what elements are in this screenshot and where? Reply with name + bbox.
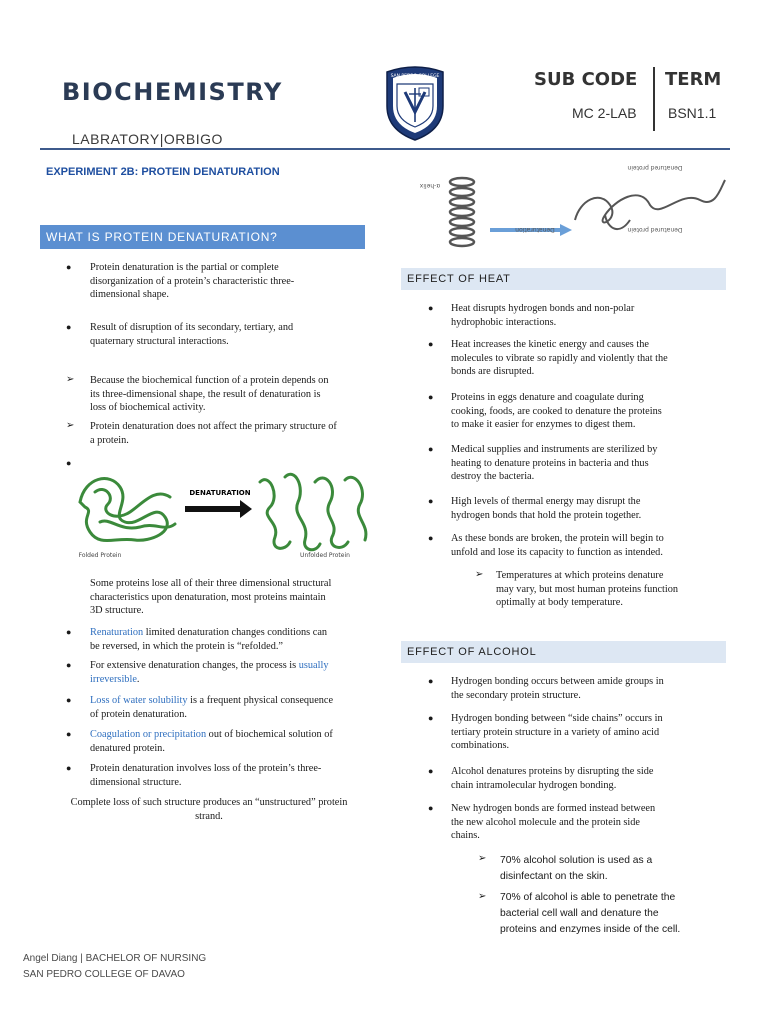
bullet-icon: ● xyxy=(428,713,434,723)
section-heading-heat: EFFECT OF HEAT xyxy=(401,268,726,290)
unfolded-protein-image xyxy=(260,474,366,549)
footer-school: SAN PEDRO COLLEGE OF DAVAO xyxy=(23,969,185,980)
bullet-icon: ● xyxy=(428,303,434,313)
list-item: High levels of thermal energy may disrupt the hydrogen bonds that hold the protein together. xyxy=(451,496,642,521)
bullet-icon: ● xyxy=(66,627,72,637)
bullet-icon: ● xyxy=(66,660,72,670)
svg-text:α-helix: α-helix xyxy=(419,182,441,189)
bullet-icon: ● xyxy=(66,695,72,705)
bullet-icon: ● xyxy=(428,803,434,813)
document-title: BIOCHEMISTRY xyxy=(62,78,283,106)
arrow-bullet-icon: ➢ xyxy=(475,569,484,580)
list-item: Result of disruption of its secondary, tertiary, and quaternary structural interactions. xyxy=(90,322,294,347)
header-rule xyxy=(40,148,730,150)
list-item: 70% of alcohol is able to penetrate the bacterial cell wall and denature the proteins and enzymes inside of the cell. xyxy=(500,892,681,935)
bullet-icon: ● xyxy=(428,496,434,506)
term-value: BSN1.1 xyxy=(668,105,717,121)
list-item: Renaturation limited denaturation changes conditions can be reversed, in which the protein is “refolded.” xyxy=(90,627,328,652)
denaturation-arrow xyxy=(185,500,252,518)
denaturation-diagram xyxy=(70,462,390,562)
arrow-bullet-icon: ➢ xyxy=(66,374,75,385)
svg-text:Denatured protein: Denatured protein xyxy=(627,164,683,171)
list-item: 70% alcohol solution is used as a disinfectant on the skin. xyxy=(500,855,653,882)
section-heading-alcohol: EFFECT OF ALCOHOL xyxy=(401,641,726,663)
list-item: Hydrogen bonding between “side chains” occurs in tertiary protein structure in a variety of amino acid combinations. xyxy=(451,713,663,751)
svg-text:SAN PEDRO COLLEGE: SAN PEDRO COLLEGE xyxy=(390,74,440,79)
bullet-icon: ● xyxy=(66,262,72,272)
sub-code-label: SUB CODE xyxy=(534,69,638,90)
header-divider xyxy=(653,67,655,131)
svg-text:Denaturation: Denaturation xyxy=(515,226,555,233)
list-item: Heat disrupts hydrogen bonds and non-polar hydrophobic interactions. xyxy=(451,303,635,328)
bullet-icon: ● xyxy=(428,392,434,402)
college-seal-logo xyxy=(383,64,447,142)
sub-code-value: MC 2-LAB xyxy=(572,105,637,121)
bullet-icon: ● xyxy=(66,458,72,468)
footer-author: Angel Diang | BACHELOR OF NURSING xyxy=(23,953,207,964)
list-item: As these bonds are broken, the protein will begin to unfold and lose its capacity to function as intended. xyxy=(451,533,664,558)
list-item: Protein denaturation does not affect the primary structure of a protein. xyxy=(90,421,337,446)
arrow-bullet-icon: ➢ xyxy=(478,853,487,864)
term-label: TERM xyxy=(665,69,722,90)
list-item: Alcohol denatures proteins by disrupting the side chain intramolecular hydrogen bonding. xyxy=(451,766,654,791)
document-subtitle: LABRATORY|ORBIGO xyxy=(72,131,223,147)
list-item: Medical supplies and instruments are sterilized by heating to denature proteins in bacteria and thus destroy the bacteria. xyxy=(451,444,658,482)
experiment-title: EXPERIMENT 2B: PROTEIN DENATURATION xyxy=(46,166,280,178)
bullet-icon: ● xyxy=(66,763,72,773)
bullet-icon: ● xyxy=(66,322,72,332)
arrow-bullet-icon: ➢ xyxy=(478,891,487,902)
list-item: New hydrogen bonds are formed instead between the new alcohol molecule and the protein side chains. xyxy=(451,803,656,841)
list-item: Proteins in eggs denature and coagulate during cooking, foods, are cooked to denature the proteins to make it easier for enzymes to digest them. xyxy=(451,392,662,430)
paragraph: Some proteins lose all of their three dimensional structural characteristics upon denaturation, most proteins maintain 3D structure. xyxy=(90,578,332,616)
svg-text:Denatured protein: Denatured protein xyxy=(627,226,683,233)
bullet-icon: ● xyxy=(66,729,72,739)
closing-paragraph: Complete loss of such structure produces an “unstructured” protein strand. xyxy=(70,797,348,822)
svg-text:DENATURATION: DENATURATION xyxy=(189,489,251,497)
section-heading-what-is: WHAT IS PROTEIN DENATURATION? xyxy=(40,225,365,249)
list-item: Temperatures at which proteins denature may vary, but most human proteins function optimally at body temperature. xyxy=(496,570,679,608)
bullet-icon: ● xyxy=(428,676,434,686)
list-item: Because the biochemical function of a protein depends on its three-dimensional shape, the result of denaturation is loss of biochemical activity. xyxy=(90,375,329,413)
bullet-icon: ● xyxy=(428,444,434,454)
list-item: Loss of water solubility is a frequent physical consequence of protein denaturation. xyxy=(90,695,334,720)
denatured-chain-image xyxy=(575,180,725,229)
svg-text:Folded Protein: Folded Protein xyxy=(78,552,122,559)
helix-denaturation-diagram xyxy=(400,160,730,258)
svg-text:Unfolded Protein: Unfolded Protein xyxy=(300,552,350,559)
list-item: Heat increases the kinetic energy and causes the molecules to vibrate so rapidly and violently that the bonds are disrupted. xyxy=(451,339,668,377)
list-item: Coagulation or precipitation out of biochemical solution of denatured protein. xyxy=(90,729,333,754)
alpha-helix-image xyxy=(450,178,474,246)
folded-protein-image xyxy=(80,479,175,541)
arrow-bullet-icon: ➢ xyxy=(66,420,75,431)
list-item: Protein denaturation is the partial or complete disorganization of a protein’s characteristic three- dimensional shape. xyxy=(90,262,295,300)
bullet-icon: ● xyxy=(428,339,434,349)
list-item: Hydrogen bonding occurs between amide groups in the secondary protein structure. xyxy=(451,676,664,701)
bullet-icon: ● xyxy=(428,533,434,543)
list-item: Protein denaturation involves loss of the protein’s three- dimensional structure. xyxy=(90,763,322,788)
bullet-icon: ● xyxy=(428,766,434,776)
list-item: For extensive denaturation changes, the process is usually irreversible. xyxy=(90,660,329,685)
